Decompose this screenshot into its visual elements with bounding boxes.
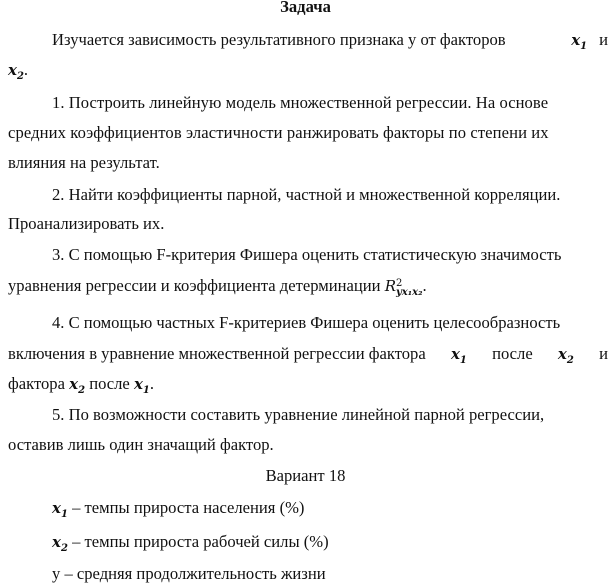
intro-and: и [599,30,608,49]
item3-line-2: уравнения регрессии и коэффициента детерминации R2 yx₁x₂. [8,276,427,298]
item5-line-2: оставив лишь один значащий фактор. [8,435,274,454]
intro-line-1 [52,30,608,57]
item5-line-1: 5. По возможности составить уравнение линейной парной регрессии, [52,405,545,424]
intro-line-2: $x_2$. [8,60,29,82]
item4-line-2: включения в уравнение множественной регрессии фактора $x_1$ после $x_2$ и [8,344,608,366]
page-title: Задача [280,0,331,16]
intro-x1: $x_1$ [571,31,588,52]
item4-line-3: фактора $x_2$ после $x_1$. [8,374,155,396]
variant-heading: Вариант 18 [265,466,346,485]
item2-line-1: 2. Найти коэффициенты парной, частной и множественной корреляции. [52,185,561,204]
item3-line-1: 3. С помощью F-критерия Фишера оценить статистическую значимость [52,245,562,264]
intro-text: Изучается зависимость результативного признака y от факторов [52,30,506,49]
var-y: y – средняя продолжительность жизни [52,564,326,583]
item4-line-1: 4. С помощью частных F-критериев Фишера оценить целесообразность [52,313,561,332]
item1-line-2: средних коэффициентов эластичности ранжировать факторы по степени их [8,123,549,142]
determination-symbol: R [384,277,396,295]
item1-line-1: 1. Построить линейную модель множественной регрессии. На основе [52,93,549,112]
var-x1: $x_1$ – темпы прироста населения (%) [52,498,305,520]
item2-line-2: Проанализировать их. [8,214,165,233]
item1-line-3: влияния на результат. [8,153,160,172]
var-x2: $x_2$ – темпы прироста рабочей силы (%) [52,532,329,554]
